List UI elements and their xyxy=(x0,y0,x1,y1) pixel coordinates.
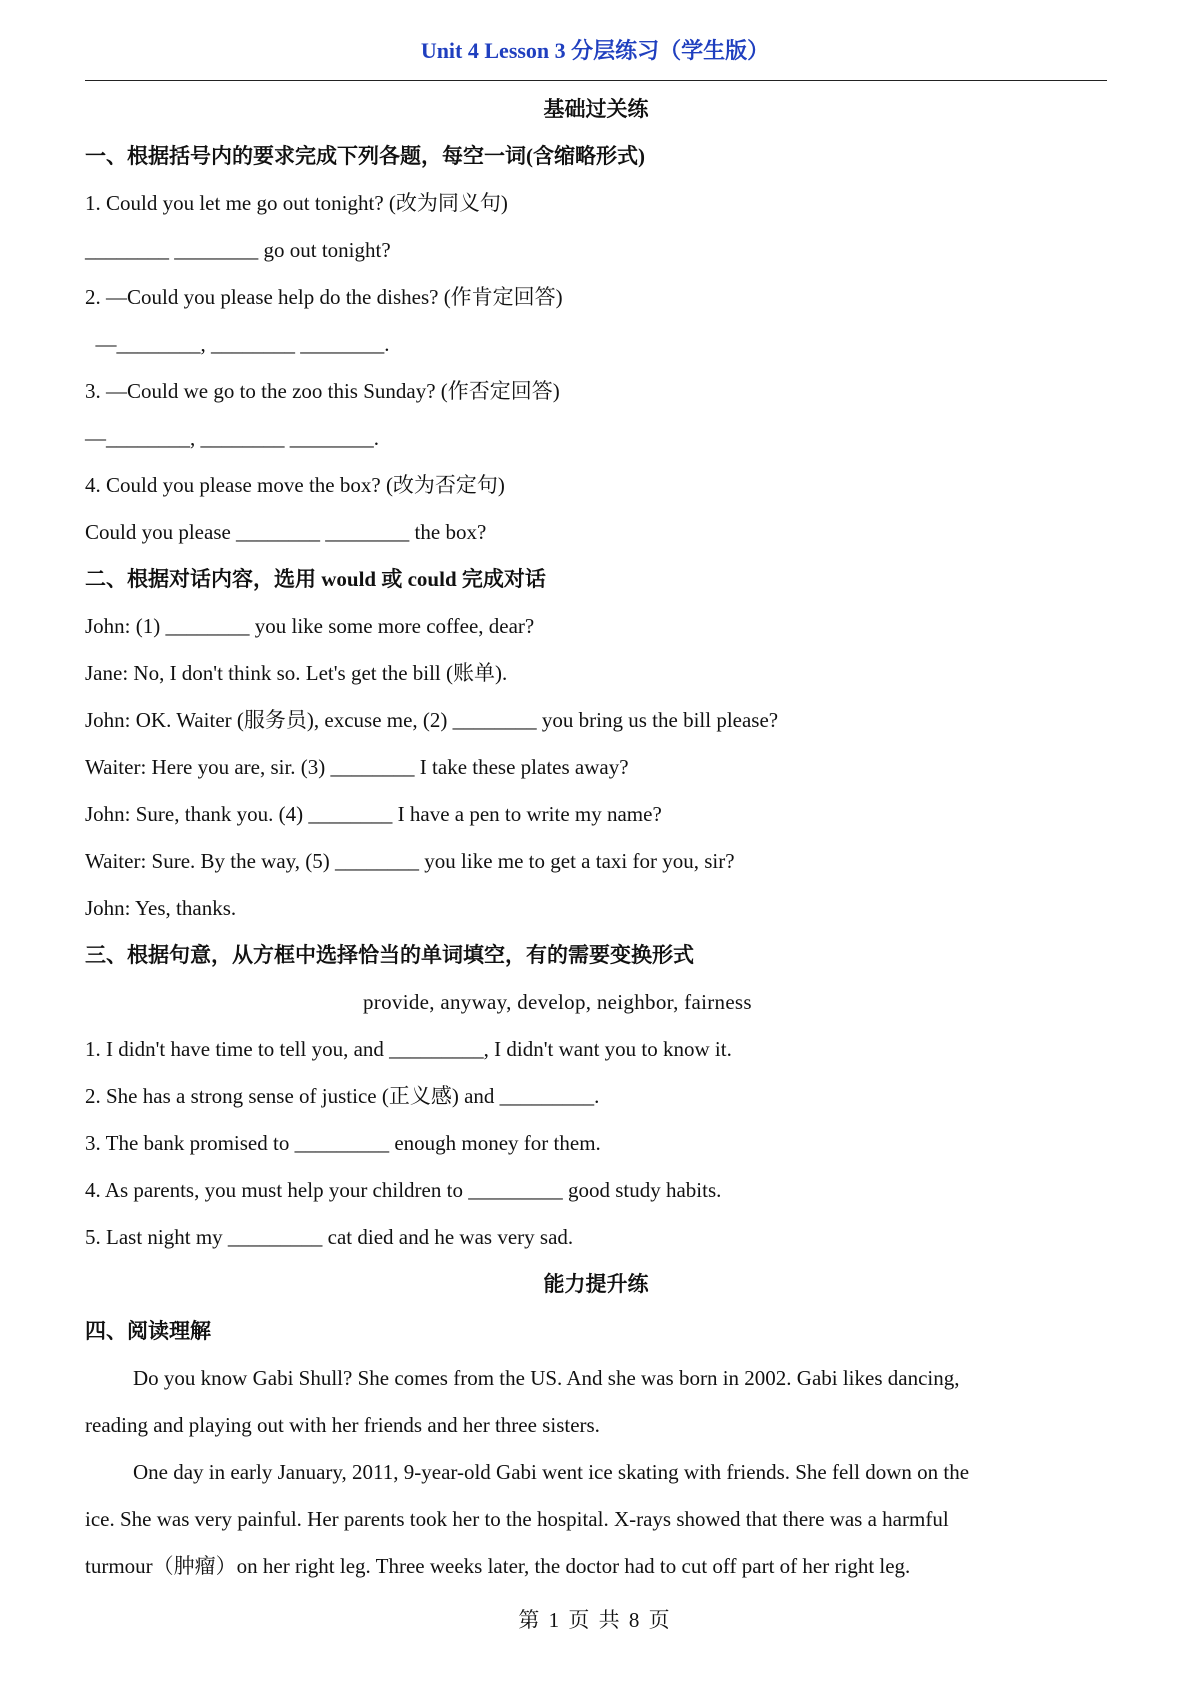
fill-blank-item: 2. She has a strong sense of justice (正义感) and _________. xyxy=(85,1084,600,1108)
section1-line: ________ ________ go out tonight? xyxy=(85,238,391,262)
header-divider xyxy=(85,80,1107,81)
section1-line: 3. —Could we go to the zoo this Sunday? (作否定回答) xyxy=(85,379,560,403)
fill-blank-item: 4. As parents, you must help your children to _________ good study habits. xyxy=(85,1178,722,1202)
word-box: provide, anyway, develop, neighbor, fairness xyxy=(363,990,752,1014)
reading-paragraph-line: ice. She was very painful. Her parents took her to the hospital. X-rays showed that there was a harmful xyxy=(85,1507,949,1531)
fill-blank-item: 1. I didn't have time to tell you, and _________, I didn't want you to know it. xyxy=(85,1037,732,1061)
dialogue-line: John: Sure, thank you. (4) ________ I have a pen to write my name? xyxy=(85,802,662,826)
page-number-footer: 第 1 页 共 8 页 xyxy=(518,1608,672,1632)
section4-heading: 四、阅读理解 xyxy=(85,1319,211,1343)
dialogue-line: Jane: No, I don't think so. Let's get the bill (账单). xyxy=(85,661,508,685)
document-header-title: Unit 4 Lesson 3 分层练习（学生版） xyxy=(420,38,770,63)
dialogue-line: John: Yes, thanks. xyxy=(85,896,237,920)
fill-blank-item: 5. Last night my _________ cat died and he was very sad. xyxy=(85,1225,574,1249)
section1-line: 4. Could you please move the box? (改为否定句) xyxy=(85,473,505,497)
dialogue-line: John: OK. Waiter (服务员), excuse me, (2) ________ you bring us the bill please? xyxy=(85,708,779,732)
reading-paragraph-line: Do you know Gabi Shull? She comes from the US. And she was born in 2002. Gabi likes dancing, xyxy=(133,1366,960,1390)
dialogue-line: John: (1) ________ you like some more coffee, dear? xyxy=(85,614,535,638)
reading-paragraph-line: reading and playing out with her friends and her three sisters. xyxy=(85,1413,600,1437)
section2-heading: 二、根据对话内容，选用 would 或 could 完成对话 xyxy=(85,567,546,591)
section1-line: —________, ________ ________. xyxy=(85,332,390,356)
section1-line: —________, ________ ________. xyxy=(85,426,379,450)
section1-line: 1. Could you let me go out tonight? (改为同义句) xyxy=(85,191,508,215)
worksheet-content xyxy=(85,86,1107,1590)
section1-heading: 一、根据括号内的要求完成下列各题，每空一词(含缩略形式) xyxy=(85,144,645,168)
advanced-practice-title: 能力提升练 xyxy=(543,1272,649,1296)
fill-blank-item: 3. The bank promised to _________ enough money for them. xyxy=(85,1131,601,1155)
reading-paragraph-line: turmour（肿瘤）on her right leg. Three weeks later, the doctor had to cut off part of her right leg. xyxy=(85,1554,911,1578)
basic-practice-title: 基础过关练 xyxy=(543,97,649,121)
section3-heading: 三、根据句意，从方框中选择恰当的单词填空，有的需要变换形式 xyxy=(85,943,694,967)
section1-line: Could you please ________ ________ the box? xyxy=(85,520,487,544)
reading-paragraph-line: One day in early January, 2011, 9-year-old Gabi went ice skating with friends. She fell down on the xyxy=(133,1460,970,1484)
dialogue-line: Waiter: Sure. By the way, (5) ________ you like me to get a taxi for you, sir? xyxy=(85,849,735,873)
dialogue-line: Waiter: Here you are, sir. (3) ________ I take these plates away? xyxy=(85,755,629,779)
section1-line: 2. —Could you please help do the dishes? (作肯定回答) xyxy=(85,285,563,309)
